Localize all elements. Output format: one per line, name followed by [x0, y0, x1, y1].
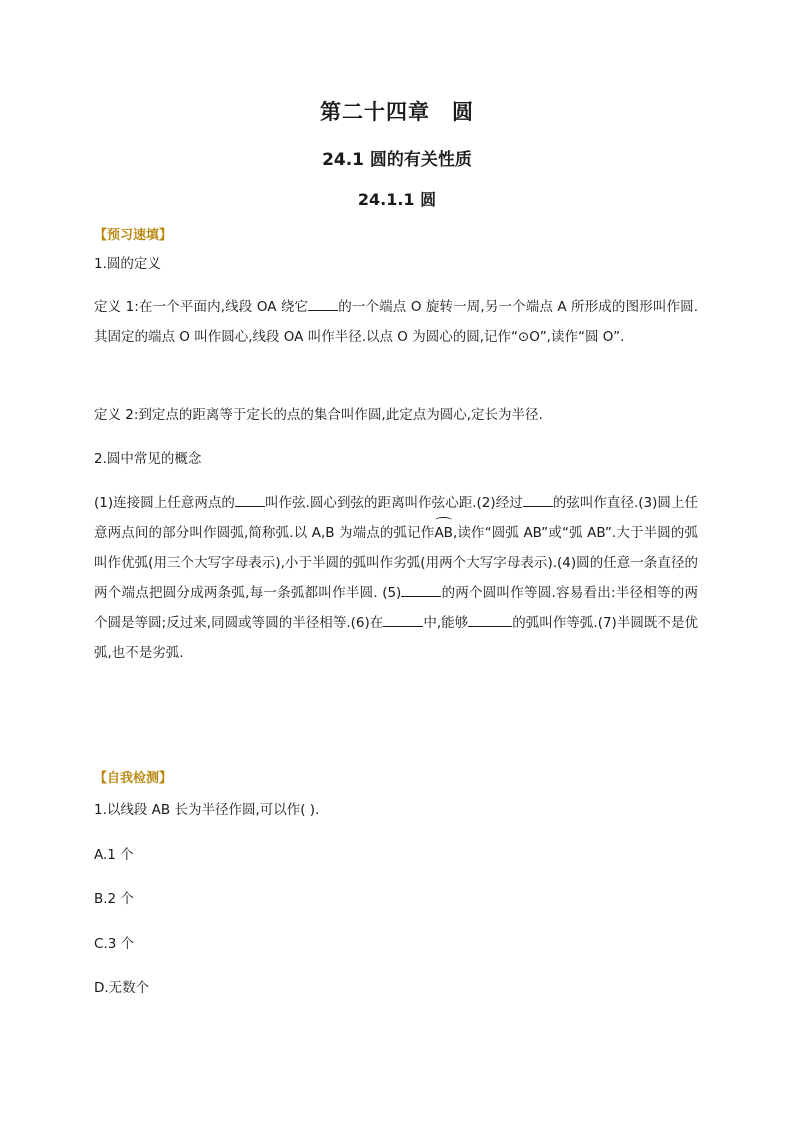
- fill-blank: [235, 492, 265, 507]
- def1-part-b: 的一个端点 O 旋转一周,另一个端点 A 所形成的图形叫作圆.其固定的端点 O 叫作圆心,线段 OA 叫作半径.以点 O 为圆心的圆,记作“⊙O”,读作“圆 O”.: [94, 299, 699, 345]
- fill-blank: [468, 612, 512, 627]
- item2-title: 2.圆中常见的概念: [94, 451, 202, 467]
- concept-text-2: 叫作弦.圆心到弦的距离叫作弦心距.(2)经过: [264, 495, 523, 511]
- preview-heading: 【预习速填】: [94, 228, 173, 243]
- concept-text-4: ,读作“圆弧 AB”或“弧 AB”.大于半圆的弧叫作优弧(用三个大写字母表示),小于半圆的弧叫作劣弧(用两个大写字母表示).(4)圆的任意一条直径的两个端点把圆分成两条弧,每一条弧都叫作半圆. (5): [94, 525, 698, 601]
- fill-blank: [523, 492, 553, 507]
- definition-2: 定义 2:到定点的距离等于定长的点的集合叫作圆,此定点为圆心,定长为半径.: [94, 407, 543, 423]
- concept-text-1: (1)连接圆上任意两点的: [94, 495, 235, 511]
- fill-blank: [401, 582, 441, 597]
- selfcheck-heading: 【自我检测】: [94, 771, 173, 786]
- item1-title: 1.圆的定义: [94, 256, 161, 272]
- definition-1: [94, 292, 698, 352]
- subsection-title: 24.1.1 圆: [357, 190, 437, 209]
- concept-text-7: 的弧叫作等弧.(7)半圆既不是优弧,也不是劣弧.: [94, 615, 698, 661]
- option-d: D.无数个: [94, 980, 150, 996]
- concept-text-6: 中,能够: [423, 615, 469, 631]
- option-a: A.1 个: [94, 847, 134, 863]
- concepts-paragraph: [94, 488, 698, 668]
- concept-text-5: 的两个圆叫作等圆.容易看出:半径相等的两个圆是等圆;反过来,同圆或等圆的半径相等.(6)在: [94, 585, 699, 631]
- section-title: 24.1 圆的有关性质: [322, 150, 472, 170]
- def1-part-a: 定义 1:在一个平面内,线段 OA 绕它: [94, 299, 309, 315]
- chapter-title: 第二十四章 圆: [320, 100, 474, 124]
- concept-text-3: 的弦叫作直径.(3)圆上任意两点间的部分叫作圆弧,简称弧.以 A,B 为端点的弧记作: [94, 495, 698, 541]
- fill-blank: [383, 612, 423, 627]
- option-c: C.3 个: [94, 936, 135, 952]
- fill-blank: [308, 296, 338, 311]
- arc-notation: AB: [434, 518, 453, 548]
- question-1: 1.以线段 AB 长为半径作圆,可以作( ).: [94, 802, 320, 818]
- option-b: B.2 个: [94, 891, 134, 907]
